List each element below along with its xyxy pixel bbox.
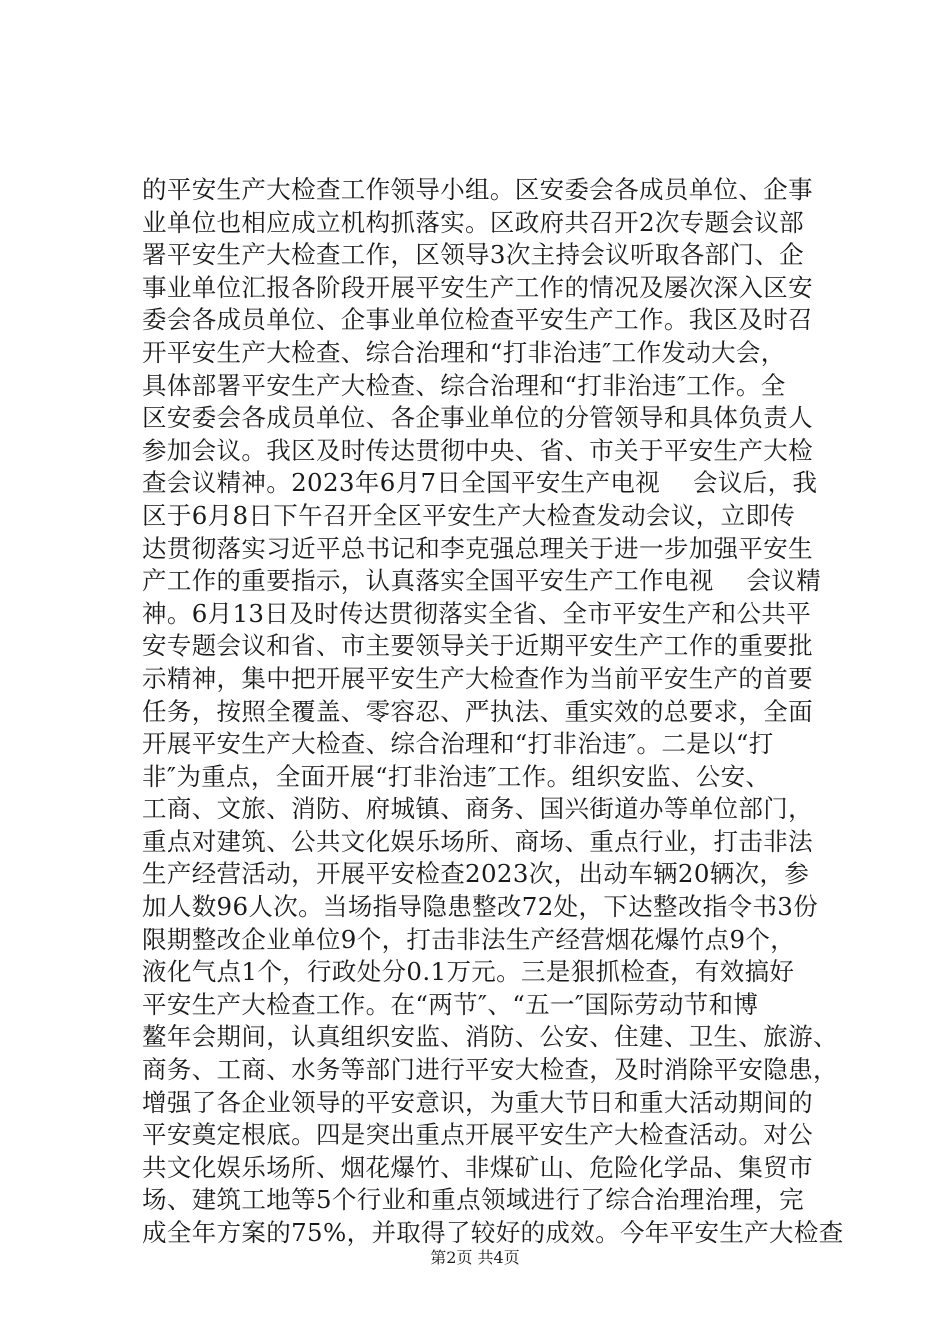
page-footer: 第2页 共4页 bbox=[430, 1248, 520, 1267]
text-line: 成全年方案的75%，并取得了较好的成效。今年平安生产大检查 bbox=[142, 1218, 844, 1247]
text-line: 工商、文旅、消防、府城镇、商务、国兴街道办等单位部门， bbox=[142, 794, 813, 824]
text-line: 任务，按照全覆盖、零容忍、严执法、重实效的总要求，全面 bbox=[142, 696, 813, 726]
text-line: 区于6月8日下午召开全区平安生产大检查发动会议，立即传 bbox=[142, 500, 796, 530]
text-line: 共文化娱乐场所、烟花爆竹、非煤矿山、危险化学品、集贸市 bbox=[142, 1152, 813, 1182]
text-line: 平安生产大检查工作。在“两节″、“五一″国际劳动节和博 bbox=[142, 989, 759, 1019]
text-line: 加人数96人次。当场指导隐患整改72处，下达整改指令书3份 bbox=[142, 892, 819, 922]
text-line: 限期整改企业单位9个，打击非法生产经营烟花爆竹点9个， bbox=[142, 924, 796, 954]
text-line: 重点对建筑、公共文化娱乐场所、商场、重点行业，打击非法 bbox=[142, 826, 813, 856]
text-line: 鳌年会期间，认真组织安监、消防、公安、住建、卫生、旅游、 bbox=[142, 1022, 838, 1052]
text-line: 平安奠定根底。四是突出重点开展平安生产大检查活动。对公 bbox=[142, 1120, 813, 1150]
text-line: 开平安生产大检查、综合治理和“打非治违″工作发动大会， bbox=[142, 337, 786, 367]
text-line: 示精神，集中把开展平安生产大检查作为当前平安生产的首要 bbox=[142, 663, 813, 693]
text-line: 生产经营活动，开展平安检查2023次，出动车辆20辆次，参 bbox=[142, 859, 810, 889]
text-line: 达贯彻落实习近平总书记和李克强总理关于进一步加强平安生 bbox=[142, 533, 813, 563]
text-line: 液化气点1个，行政处分0.1万元。三是狠抓检查，有效搞好 bbox=[142, 957, 795, 987]
text-line: 非″为重点，全面开展“打非治违″工作。组织安监、公安、 bbox=[142, 761, 771, 791]
text-line: 安专题会议和省、市主要领导关于近期平安生产工作的重要批 bbox=[142, 631, 813, 661]
text-line: 的平安生产大检查工作领导小组。区安委会各成员单位、企事 bbox=[142, 175, 813, 204]
text-line: 参加会议。我区及时传达贯彻中央、省、市关于平安生产大检 bbox=[142, 435, 813, 465]
text-line: 增强了各企业领导的平安意识，为重大节日和重大活动期间的 bbox=[142, 1087, 813, 1117]
text-line: 查会议精神。2023年6月7日全国平安生产电视 会议后，我 bbox=[142, 468, 818, 498]
text-line: 场、建筑工地等5个行业和重点领域进行了综合治理治理，完 bbox=[142, 1185, 805, 1215]
text-line: 开展平安生产大检查、综合治理和“打非治违″。二是以“打 bbox=[142, 729, 774, 759]
text-line: 具体部署平安生产大检查、综合治理和“打非治违″工作。全 bbox=[142, 370, 786, 400]
text-line: 业单位也相应成立机构抓落实。区政府共召开2次专题会议部 bbox=[142, 207, 805, 237]
text-line: 事业单位汇报各阶段开展平安生产工作的情况及屡次深入区安 bbox=[142, 272, 813, 302]
text-line: 委会各成员单位、企事业单位检查平安生产工作。我区及时召 bbox=[142, 305, 813, 335]
text-line: 产工作的重要指示，认真落实全国平安生产工作电视 会议精 bbox=[142, 566, 822, 596]
text-line: 署平安生产大检查工作，区领导3次主持会议听取各部门、企 bbox=[142, 240, 805, 270]
text-line: 商务、工商、水务等部门进行平安大检查，及时消除平安隐患， bbox=[142, 1055, 838, 1085]
body-text bbox=[142, 174, 842, 1250]
text-line: 神。6月13日及时传达贯彻落实全省、全市平安生产和公共平 bbox=[142, 598, 812, 628]
text-line: 区安委会各成员单位、各企事业单位的分管领导和具体负责人 bbox=[142, 403, 813, 433]
